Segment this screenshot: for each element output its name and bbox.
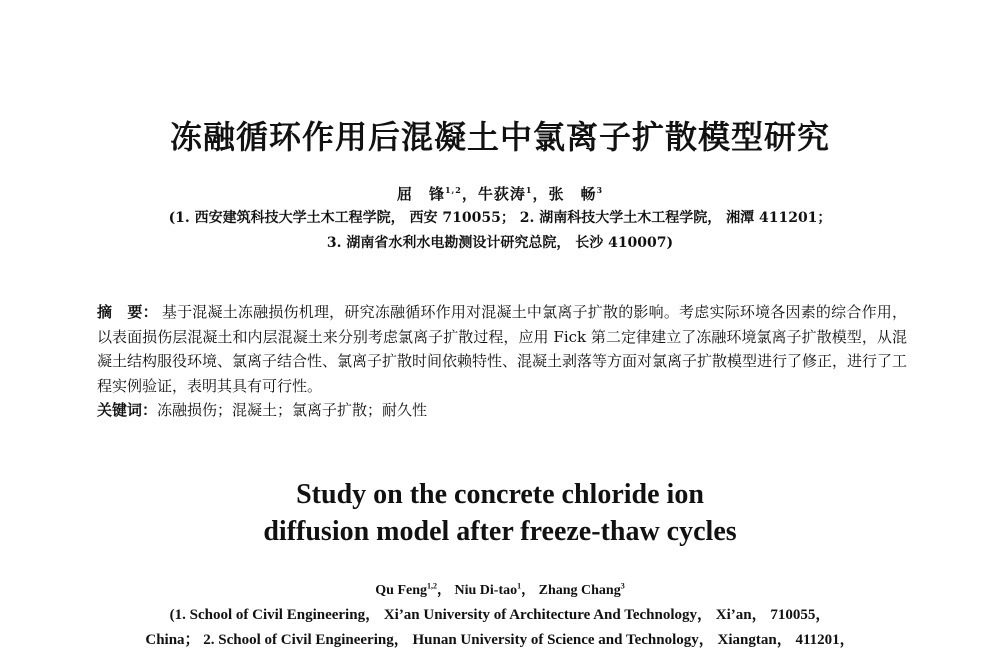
author-name: 屈 锋 (396, 185, 445, 203)
author-affiliation-mark: 3 (620, 581, 625, 591)
affiliation-line-chinese: 3. 湖南省水利水电勘测设计研究总院， 长沙 410007) (326, 235, 674, 251)
paper-title-chinese: 冻融循环作用后混凝土中氯离子扩散模型研究 (169, 118, 830, 156)
abstract-text: 基于混凝土冻融损伤机理，研究冻融循环作用对混凝土中氯离子扩散的影响。考虑实际环境各因素的综合作用，以表面损伤层混凝土和内层混凝土来分别考虑氯离子扩散过程，应用 Fick 第二定律建立了冻融环境氯离子扩散模型，从混凝土结构服役环境、氯离子结合性、氯离子扩散时间依赖特性、混凝土剥落等方面对氯离子扩散模型进行了修正，进行了工程实例验证，表明其具有可行性。 (97, 303, 908, 395)
paper-title-english (0, 476, 1000, 550)
author-list-chinese (0, 183, 1000, 204)
abstract-label: 摘 要： (97, 303, 158, 321)
affiliation-line-chinese: (1. 西安建筑科技大学土木工程学院， 西安 710055； 2. 湖南科技大学土木工程学院， 湘潭 411201； (168, 210, 832, 226)
title-line: diffusion model after freeze-thaw cycles (263, 516, 737, 547)
author-name: ， Niu Di-tao (437, 583, 518, 598)
affiliation-line-english: China； 2. School of Civil Engineering， Hunan University of Science and Technology， Xiangtan， 411201， (145, 632, 855, 648)
author-affiliation-mark: 3 (596, 185, 604, 195)
author-affiliation-mark: 1,2 (444, 185, 462, 195)
author-name: ，张 畅 (532, 185, 597, 203)
author-name: Qu Feng (375, 583, 427, 598)
affiliation-line-english: (1. School of Civil Engineering， Xi’an University of Architecture And Technology， Xi’an， 710055， (169, 607, 831, 623)
author-name: ， Zhang Chang (521, 583, 621, 598)
abstract-chinese (97, 300, 907, 423)
keywords-text: 冻融损伤；混凝土；氯离子扩散；耐久性 (157, 401, 428, 419)
author-affiliation-mark: 1,2 (427, 581, 437, 591)
author-affiliation-mark: 1 (525, 185, 533, 195)
title-line: Study on the concrete chloride ion (296, 479, 704, 510)
author-name: ，牛荻涛 (461, 185, 526, 203)
abstract-paragraph (97, 300, 907, 398)
keywords-paragraph (97, 398, 907, 423)
author-list-english (0, 579, 1000, 599)
keywords-label: 关键词： (97, 401, 158, 419)
author-affiliation-mark: 1 (517, 581, 522, 591)
